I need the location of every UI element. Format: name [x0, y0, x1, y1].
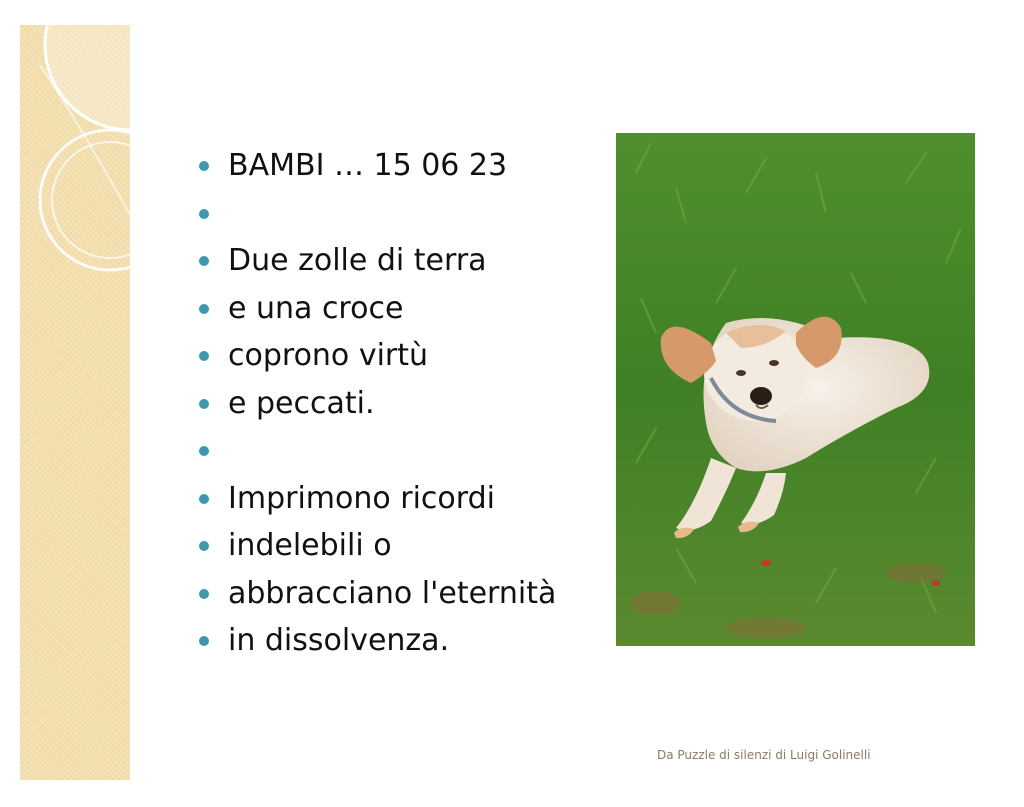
- decorative-circles: [20, 25, 130, 780]
- bullet-item: [196, 190, 586, 238]
- bullet-item: [196, 427, 586, 475]
- bullet-dot-icon: [199, 256, 209, 266]
- bullet-item: [196, 475, 586, 523]
- bullet-dot-icon: [199, 541, 209, 551]
- bullet-dot-icon: [199, 304, 209, 314]
- bullet-text: BAMBI … 15 06 23: [228, 148, 508, 183]
- bullet-dot-icon: [199, 636, 209, 646]
- bullet-item: [196, 332, 586, 380]
- bullet-item: [196, 570, 586, 618]
- bullet-text: coprono virtù: [228, 338, 429, 373]
- bullet-dot-icon: [199, 494, 209, 504]
- footer-credit: Da Puzzle di silenzi di Luigi Golinelli: [657, 748, 871, 762]
- bullet-text: Imprimono ricordi: [228, 480, 495, 516]
- bullet-item: [196, 617, 586, 665]
- bullet-item: [196, 142, 586, 190]
- bullet-dot-icon: [199, 209, 209, 219]
- bullet-dot-icon: [199, 399, 209, 409]
- bullet-dot-icon: [199, 351, 209, 361]
- poem-bullet-list: [196, 142, 586, 665]
- bullet-text: Due zolle di terra: [228, 243, 487, 278]
- bullet-item: [196, 237, 586, 285]
- bullet-text: e peccati.: [228, 385, 375, 421]
- bullet-text: in dissolvenza.: [228, 623, 450, 658]
- bullet-text: indelebili o: [228, 528, 392, 563]
- bullet-dot-icon: [199, 161, 209, 171]
- dog-photo: [616, 133, 975, 646]
- bullet-item: [196, 522, 586, 570]
- bullet-item: [196, 285, 586, 333]
- bullet-dot-icon: [199, 446, 209, 456]
- decorative-side-strip: [20, 25, 130, 780]
- bullet-dot-icon: [199, 589, 209, 599]
- bullet-text: abbracciano l'eternità: [228, 575, 557, 611]
- bullet-item: [196, 380, 586, 428]
- bullet-text: e una croce: [228, 290, 404, 326]
- dog-on-grass-image: [616, 133, 975, 646]
